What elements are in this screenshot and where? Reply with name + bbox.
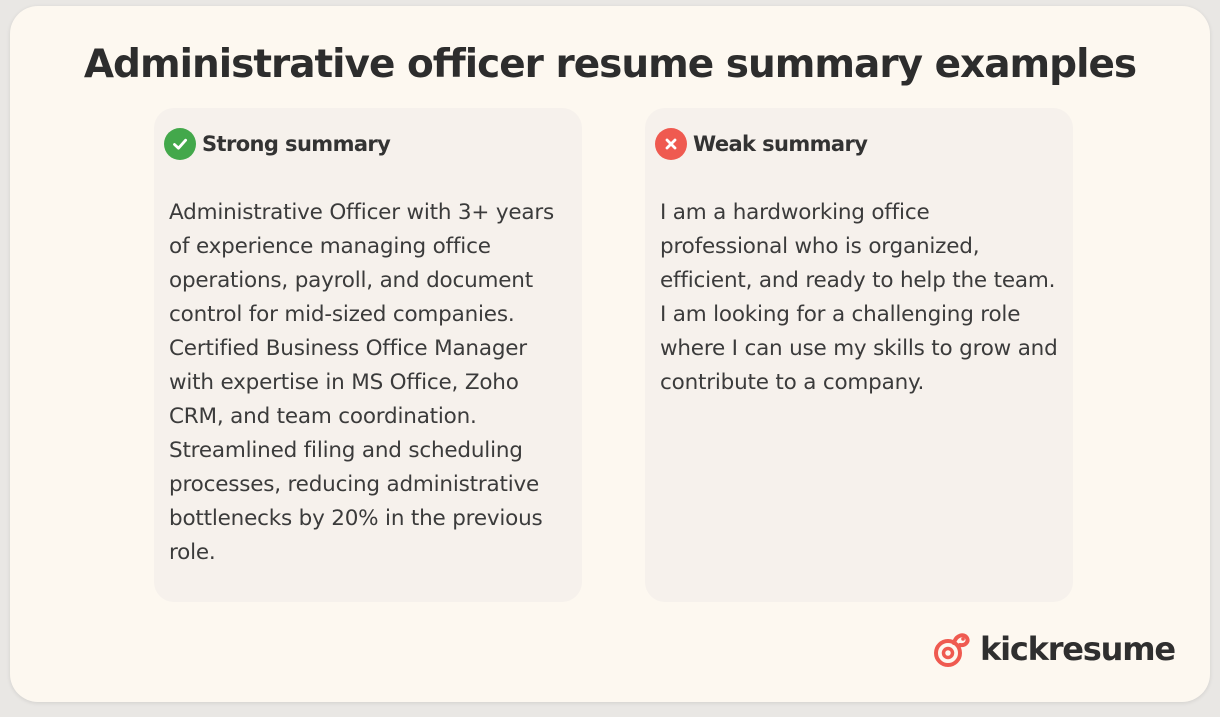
- kickresume-logo-icon: [932, 629, 972, 669]
- x-circle-icon: [655, 128, 687, 160]
- weak-summary-text: I am a hardworking office professional who is organized, efficient, and ready to help the team. I am looking for a challenging role where I can use my skills to grow and contribute to a company.: [660, 200, 1058, 395]
- strong-summary-text: Administrative Officer with 3+ years of experience managing office operations, payroll, and document control for mid-sized companies. Certified Business Office Manager with expertise in MS Office, Zoho CRM, and team coordination. Streamlined filing and scheduling processes, reducing administrative bottlenecks by 20% in the previous role.: [169, 200, 555, 565]
- brand-name: kickresume: [980, 630, 1175, 668]
- strong-summary-panel: [154, 108, 582, 602]
- strong-summary-header: [164, 128, 390, 160]
- page-title: Administrative officer resume summary examples: [83, 42, 1137, 87]
- check-circle-icon: [164, 128, 196, 160]
- brand-logo: [932, 628, 1175, 670]
- weak-summary-header: [655, 128, 867, 160]
- weak-summary-panel: [645, 108, 1073, 602]
- weak-summary-heading: Weak summary: [693, 132, 868, 156]
- content-card: [10, 6, 1210, 702]
- strong-summary-heading: Strong summary: [202, 132, 391, 156]
